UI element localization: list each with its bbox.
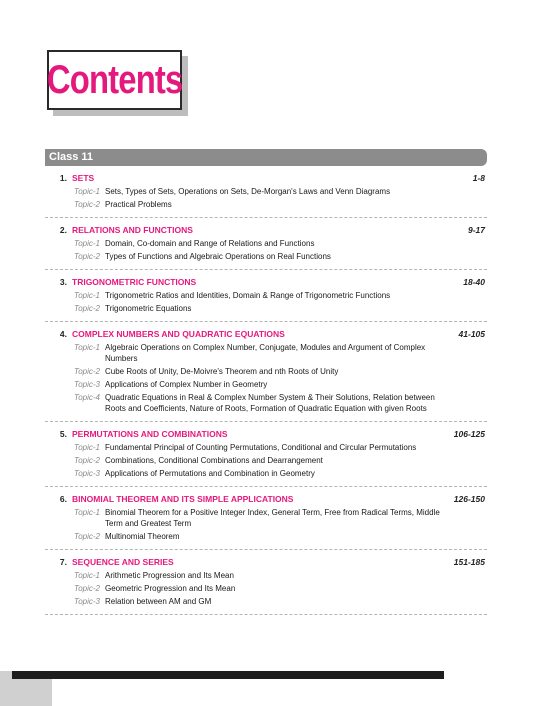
topic-row xyxy=(45,238,487,249)
topic-label: Topic-2 xyxy=(74,252,100,261)
page-title: Contents xyxy=(46,57,183,102)
chapter-pages: 106-125 xyxy=(453,429,485,439)
topic-text: Sets, Types of Sets, Operations on Sets, De-Morgan's Laws and Venn Diagrams xyxy=(105,187,391,196)
topic-text: Combinations, Conditional Combinations and Dearrangement xyxy=(105,456,323,465)
chapter-number: 5. xyxy=(59,429,67,439)
topic-text: Algebraic Operations on Complex Number, Conjugate, Modules and Argument of Complex Numbers xyxy=(105,343,426,363)
topic-label: Topic-1 xyxy=(74,187,100,196)
topic-text: Practical Problems xyxy=(105,200,172,209)
topic-text: Fundamental Principal of Counting Permutations, Conditional and Circular Permutations xyxy=(105,443,417,452)
chapter-pages: 18-40 xyxy=(463,277,485,287)
chapter-pages: 151-185 xyxy=(453,557,485,567)
chapter-title[interactable]: BINOMIAL THEOREM AND ITS SIMPLE APPLICATIONS xyxy=(72,494,294,504)
topic-label: Topic-3 xyxy=(74,469,100,478)
topic-label: Topic-1 xyxy=(74,343,100,352)
chapter-pages: 126-150 xyxy=(453,494,485,504)
topic-label: Topic-1 xyxy=(74,239,100,248)
topic-text: Geometric Progression and Its Mean xyxy=(105,584,236,593)
topic-text: Relation between AM and GM xyxy=(105,597,212,606)
chapter-entry xyxy=(45,422,487,487)
chapter-number: 3. xyxy=(59,277,67,287)
topic-row xyxy=(45,596,487,607)
topic-row xyxy=(45,379,487,390)
topic-text: Applications of Permutations and Combination in Geometry xyxy=(105,469,315,478)
chapter-pages: 41-105 xyxy=(458,329,485,339)
topic-label: Topic-1 xyxy=(74,571,100,580)
chapter-title[interactable]: SEQUENCE AND SERIES xyxy=(72,557,174,567)
topic-row xyxy=(45,290,487,301)
topic-label: Topic-1 xyxy=(74,443,100,452)
topic-row xyxy=(45,392,487,414)
topic-row xyxy=(45,366,487,377)
topic-label: Topic-1 xyxy=(74,508,100,517)
chapter-entry xyxy=(45,166,487,218)
topic-text: Binomial Theorem for a Positive Integer Index, General Term, Free from Radical Terms, Middle Term and Greatest Term xyxy=(105,508,440,528)
topic-row xyxy=(45,199,487,210)
topic-text: Quadratic Equations in Real & Complex Number System & Their Solutions, Relation between Roots and Coefficients, Nature of Roots, Formation of Quadratic Equation with given Roots xyxy=(105,393,435,413)
chapter-heading xyxy=(45,276,487,288)
topic-row xyxy=(45,507,487,529)
chapter-heading xyxy=(45,556,487,568)
chapter-number: 4. xyxy=(59,329,67,339)
chapter-number: 7. xyxy=(59,557,67,567)
topic-row xyxy=(45,468,487,479)
topic-text: Cube Roots of Unity, De-Moivre's Theorem and nth Roots of Unity xyxy=(105,367,339,376)
chapter-title[interactable]: PERMUTATIONS AND COMBINATIONS xyxy=(72,429,228,439)
chapter-list xyxy=(45,166,487,615)
topic-label: Topic-2 xyxy=(74,456,100,465)
topic-row xyxy=(45,251,487,262)
chapter-entry xyxy=(45,270,487,322)
chapter-number: 1. xyxy=(59,173,67,183)
topic-text: Trigonometric Ratios and Identities, Domain & Range of Trigonometric Functions xyxy=(105,291,391,300)
chapter-pages: 9-17 xyxy=(467,225,485,235)
chapter-entry xyxy=(45,322,487,422)
chapter-heading xyxy=(45,428,487,440)
topic-text: Applications of Complex Number in Geometry xyxy=(105,380,268,389)
topic-label: Topic-2 xyxy=(74,304,100,313)
topic-label: Topic-3 xyxy=(74,597,100,606)
chapter-number: 2. xyxy=(59,225,67,235)
topic-text: Multinomial Theorem xyxy=(105,532,180,541)
topic-row xyxy=(45,570,487,581)
topic-label: Topic-2 xyxy=(74,584,100,593)
chapter-heading xyxy=(45,224,487,236)
chapter-heading xyxy=(45,172,487,184)
topic-row xyxy=(45,303,487,314)
contents-title-box xyxy=(47,50,182,110)
topic-label: Topic-2 xyxy=(74,367,100,376)
chapter-title[interactable]: RELATIONS AND FUNCTIONS xyxy=(72,225,193,235)
section-header: Class 11 xyxy=(45,149,487,166)
topic-row xyxy=(45,455,487,466)
topic-row xyxy=(45,342,487,364)
chapter-heading xyxy=(45,493,487,505)
chapter-pages: 1-8 xyxy=(472,173,485,183)
topic-label: Topic-4 xyxy=(74,393,100,402)
chapter-heading xyxy=(45,328,487,340)
chapter-title[interactable]: TRIGONOMETRIC FUNCTIONS xyxy=(72,277,197,287)
topic-text: Arithmetic Progression and Its Mean xyxy=(105,571,234,580)
topic-text: Trigonometric Equations xyxy=(105,304,192,313)
topic-text: Domain, Co-domain and Range of Relations and Functions xyxy=(105,239,315,248)
chapter-title[interactable]: SETS xyxy=(72,173,95,183)
chapter-entry xyxy=(45,218,487,270)
chapter-number: 6. xyxy=(59,494,67,504)
footer-bar xyxy=(12,671,444,679)
chapter-entry xyxy=(45,550,487,615)
topic-row xyxy=(45,186,487,197)
topic-label: Topic-3 xyxy=(74,380,100,389)
topic-label: Topic-1 xyxy=(74,291,100,300)
topic-text: Types of Functions and Algebraic Operations on Real Functions xyxy=(105,252,331,261)
topic-row xyxy=(45,583,487,594)
topic-label: Topic-2 xyxy=(74,200,100,209)
chapter-entry xyxy=(45,487,487,550)
topic-row xyxy=(45,531,487,542)
chapter-title[interactable]: COMPLEX NUMBERS AND QUADRATIC EQUATIONS xyxy=(72,329,285,339)
topic-label: Topic-2 xyxy=(74,532,100,541)
topic-row xyxy=(45,442,487,453)
